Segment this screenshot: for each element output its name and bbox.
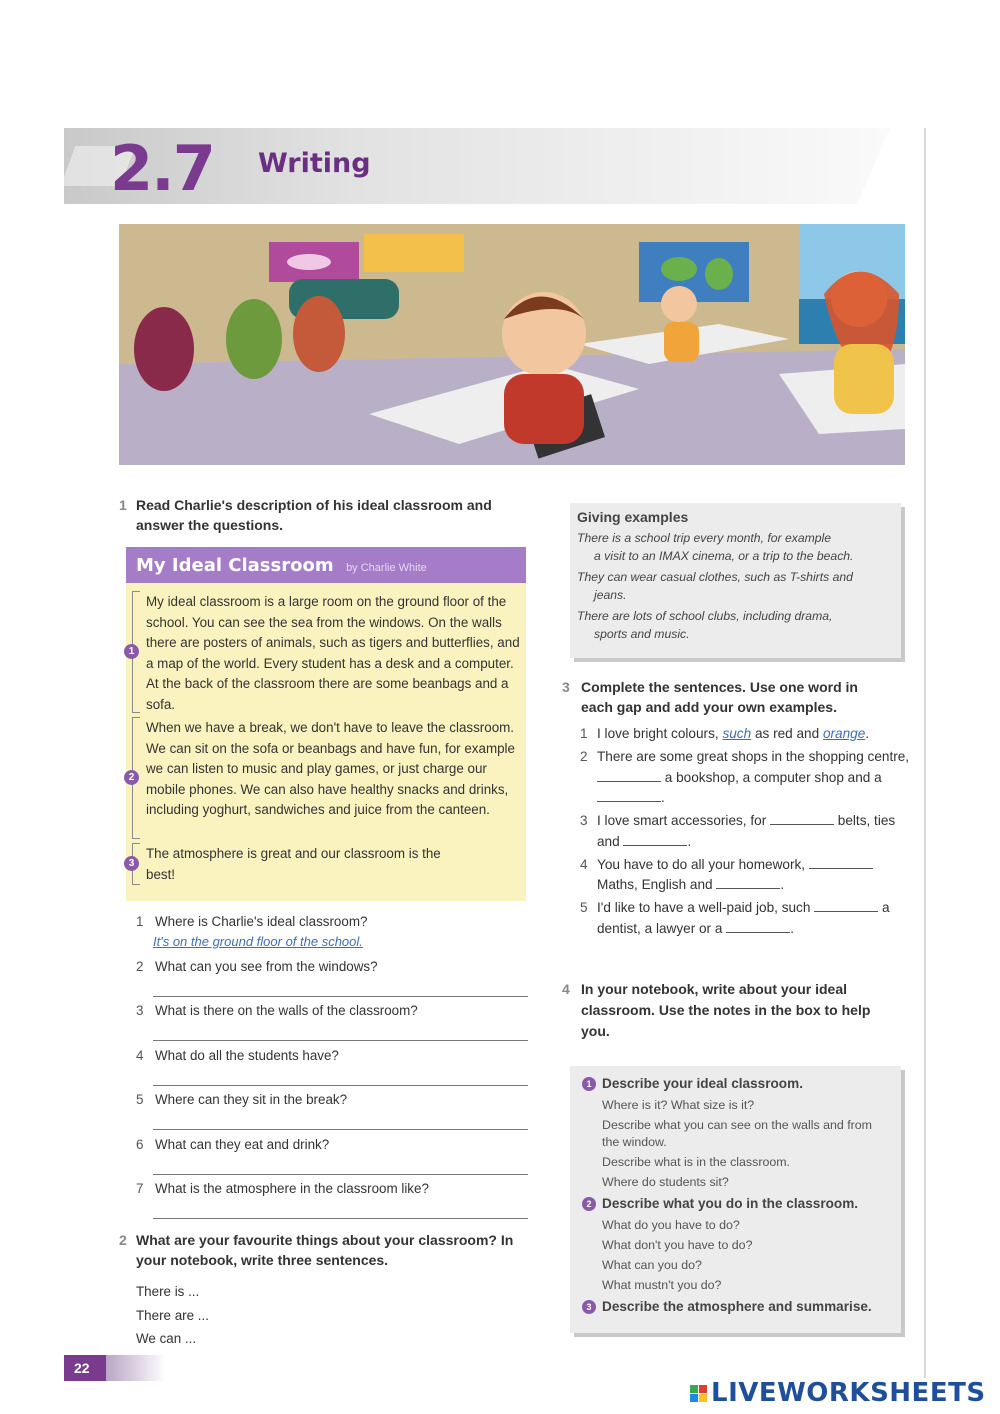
sentence-number: 5 — [580, 900, 588, 915]
question-text: What can you see from the windows? — [155, 958, 378, 974]
liveworksheets-icon — [690, 1385, 707, 1402]
page-number: 22 — [64, 1355, 106, 1381]
gap-blank[interactable] — [814, 898, 878, 912]
sentence-number: 4 — [580, 856, 588, 872]
exercise-4-instruction — [562, 979, 892, 1042]
sentence-number: 1 — [580, 726, 588, 741]
notes-prompt: What don't you have to do? — [602, 1238, 753, 1252]
notes-prompt: What can you do? — [602, 1258, 702, 1272]
gap-blank[interactable] — [716, 875, 780, 889]
answer-line[interactable] — [153, 1040, 528, 1041]
sentence-item — [580, 747, 910, 809]
classroom-illustration — [119, 224, 905, 465]
question-text: What do all the students have? — [155, 1047, 339, 1063]
question-item — [136, 1181, 531, 1226]
section-title: Writing — [258, 148, 371, 179]
gap-blank[interactable] — [623, 832, 687, 846]
example-line: There are lots of school clubs, including drama, — [577, 609, 833, 623]
sentence-text: belts, ties and — [597, 813, 896, 849]
question-item — [136, 1003, 531, 1048]
sentence-number: 2 — [580, 749, 588, 764]
instruction-text: What are your favourite things about your classroom? In your notebook, write three sentences. — [136, 1232, 514, 1268]
ideal-classroom-text-box — [126, 547, 526, 901]
example-line: jeans. — [594, 588, 627, 602]
notes-prompt: What do you have to do? — [602, 1218, 740, 1232]
answer-line[interactable] — [153, 1085, 528, 1086]
sentence-starters — [136, 1280, 209, 1351]
answer-line[interactable] — [153, 1174, 528, 1175]
sentence-item — [580, 855, 910, 896]
gap-blank[interactable] — [597, 788, 661, 802]
question-number: 7 — [136, 1181, 144, 1196]
tiger-poster — [364, 234, 464, 272]
question-number: 6 — [136, 1136, 144, 1152]
exercise-1-instruction — [119, 495, 529, 535]
exercise-number: 3 — [562, 679, 570, 695]
sentence-text: I love smart accessories, for — [597, 813, 767, 828]
notes-badge: 2 — [582, 1197, 596, 1211]
sentence-text: . — [661, 790, 665, 805]
page-number-band — [106, 1355, 166, 1381]
question-text: Where can they sit in the break? — [155, 1092, 348, 1107]
question-item — [136, 914, 531, 959]
giving-examples-title: Giving examples — [577, 509, 689, 525]
classroom-scene — [119, 224, 905, 465]
example-line: There is a school trip every month, for example — [577, 531, 832, 545]
sentence-text: as red and — [754, 726, 820, 741]
sentence-text: . — [780, 877, 785, 892]
sentence-text: a bookshop, a computer shop and a — [664, 769, 882, 785]
sentence-starter: We can ... — [136, 1331, 197, 1346]
paragraph-3: The atmosphere is great and our classroom is the best! — [146, 846, 441, 882]
notes-heading-text: Describe the atmosphere and summarise. — [602, 1299, 872, 1314]
notes-heading — [580, 1074, 891, 1094]
answer-line[interactable] — [153, 996, 528, 997]
sentence-text: . — [687, 833, 692, 849]
text-box-author: by Charlie White — [346, 562, 427, 574]
exercise-number: 1 — [119, 497, 127, 513]
paragraph-badge: 3 — [124, 856, 139, 871]
page-edge — [924, 128, 926, 1378]
writing-notes-box — [570, 1066, 901, 1333]
sentence-starter: There is ... — [136, 1284, 200, 1299]
notes-heading-text: Describe what you do in the classroom. — [602, 1196, 859, 1211]
question-text: What is there on the walls of the classroom? — [155, 1003, 418, 1018]
gap-blank[interactable] — [597, 768, 661, 782]
example-sentence — [577, 529, 894, 565]
question-item — [136, 1048, 531, 1093]
answer-line[interactable] — [153, 1129, 528, 1130]
gap-blank[interactable] — [770, 811, 834, 825]
notes-prompt: Describe what is in the classroom. — [602, 1155, 790, 1169]
giving-examples-box — [570, 503, 901, 658]
example-line: They can wear casual clothes, such as T-shirts and — [577, 570, 853, 584]
notes-prompt: Describe what you can see on the walls and from the window. — [602, 1118, 872, 1149]
sentence-text: Maths, English and — [597, 877, 713, 892]
notes-badge: 1 — [582, 1077, 596, 1091]
gap-fill-sentences — [580, 724, 910, 942]
sentence-item — [580, 724, 910, 745]
question-text: What can they eat and drink? — [155, 1136, 330, 1152]
sentence-text: I love bright colours, — [597, 726, 719, 741]
example-answer: It's on the ground floor of the school. — [153, 934, 363, 949]
question-item — [136, 1092, 531, 1137]
question-text: What is the atmosphere in the classroom like? — [155, 1181, 429, 1196]
notes-prompt: Where is it? What size is it? — [602, 1098, 755, 1112]
example-sentence — [577, 607, 894, 643]
exercise-number: 2 — [119, 1232, 127, 1248]
question-number: 4 — [136, 1047, 144, 1063]
paragraph-badge: 1 — [124, 644, 139, 659]
sentence-text: a dentist, a lawyer or a — [597, 900, 890, 936]
sentence-text: There are some great shops in the shopping centre, — [597, 749, 910, 764]
example-line: a visit to an IMAX cinema, or a trip to the beach. — [594, 549, 854, 563]
text-box-title: My Ideal Classroom — [136, 555, 334, 576]
question-text: Where is Charlie's ideal classroom? — [155, 914, 368, 929]
comprehension-questions — [136, 914, 531, 1226]
notes-heading — [580, 1194, 891, 1214]
question-number: 1 — [136, 914, 144, 929]
notes-prompt: What mustn't you do? — [602, 1278, 722, 1292]
question-number: 5 — [136, 1092, 144, 1107]
question-number: 2 — [136, 958, 144, 974]
instruction-text: Complete the sentences. Use one word in each gap and add your own examples. — [581, 679, 858, 715]
question-number: 3 — [136, 1003, 144, 1018]
sentence-number: 3 — [580, 813, 588, 828]
liveworksheets-logo — [690, 1378, 986, 1408]
filled-gap: orange — [822, 726, 866, 741]
exercise-number: 4 — [562, 981, 570, 997]
exercise-3-instruction — [562, 677, 892, 717]
sentence-text: You have to do all your homework, — [597, 856, 806, 872]
question-item — [136, 1137, 531, 1182]
paragraph-badge: 2 — [124, 770, 139, 785]
instruction-text: In your notebook, write about your ideal classroom. Use the notes in the box to help you. — [581, 981, 871, 1039]
sentence-text: . — [865, 726, 870, 741]
sentence-text: I'd like to have a well-paid job, such — [597, 900, 811, 915]
beanbag — [134, 307, 194, 391]
filled-gap: such — [722, 726, 752, 741]
notes-heading — [580, 1297, 891, 1317]
gap-blank[interactable] — [809, 855, 873, 869]
sentence-starter: There are ... — [136, 1307, 209, 1323]
notes-prompt: Where do students sit? — [602, 1175, 729, 1189]
question-item — [136, 959, 531, 1004]
unit-number: 2.7 — [110, 132, 214, 205]
answer-line[interactable] — [153, 1218, 528, 1219]
gap-blank[interactable] — [726, 919, 790, 933]
sentence-item — [580, 811, 910, 852]
instruction-text: Read Charlie's description of his ideal classroom and answer the questions. — [136, 497, 492, 533]
paragraph-2: When we have a break, we don't have to leave the classroom. We can sit on the sofa or beanbags and have fun, for example we can listen to music and play games, or just charge our mobile phones. We can also have healthy snacks and drinks, including yoghurt, sandwiches and juice from the canteen. — [146, 720, 515, 817]
example-line: sports and music. — [594, 627, 690, 641]
brand-name: LIVEWORKSHEETS — [711, 1378, 986, 1408]
paragraph-1: My ideal classroom is a large room on the ground floor of the school. You can see the sea from the windows. On the walls there are posters of animals, such as tigers and butterflies, and a map of the world. Every student has a desk and a computer. At the back of the classroom there are some beanbags and a sofa. — [146, 594, 520, 712]
sentence-item — [580, 898, 910, 939]
sentence-text: . — [790, 920, 794, 936]
exercise-2-instruction — [119, 1230, 529, 1270]
notes-heading-text: Describe your ideal classroom. — [602, 1076, 803, 1091]
notes-badge: 3 — [582, 1300, 596, 1314]
example-sentence — [577, 568, 894, 604]
text-box-header — [126, 547, 526, 583]
